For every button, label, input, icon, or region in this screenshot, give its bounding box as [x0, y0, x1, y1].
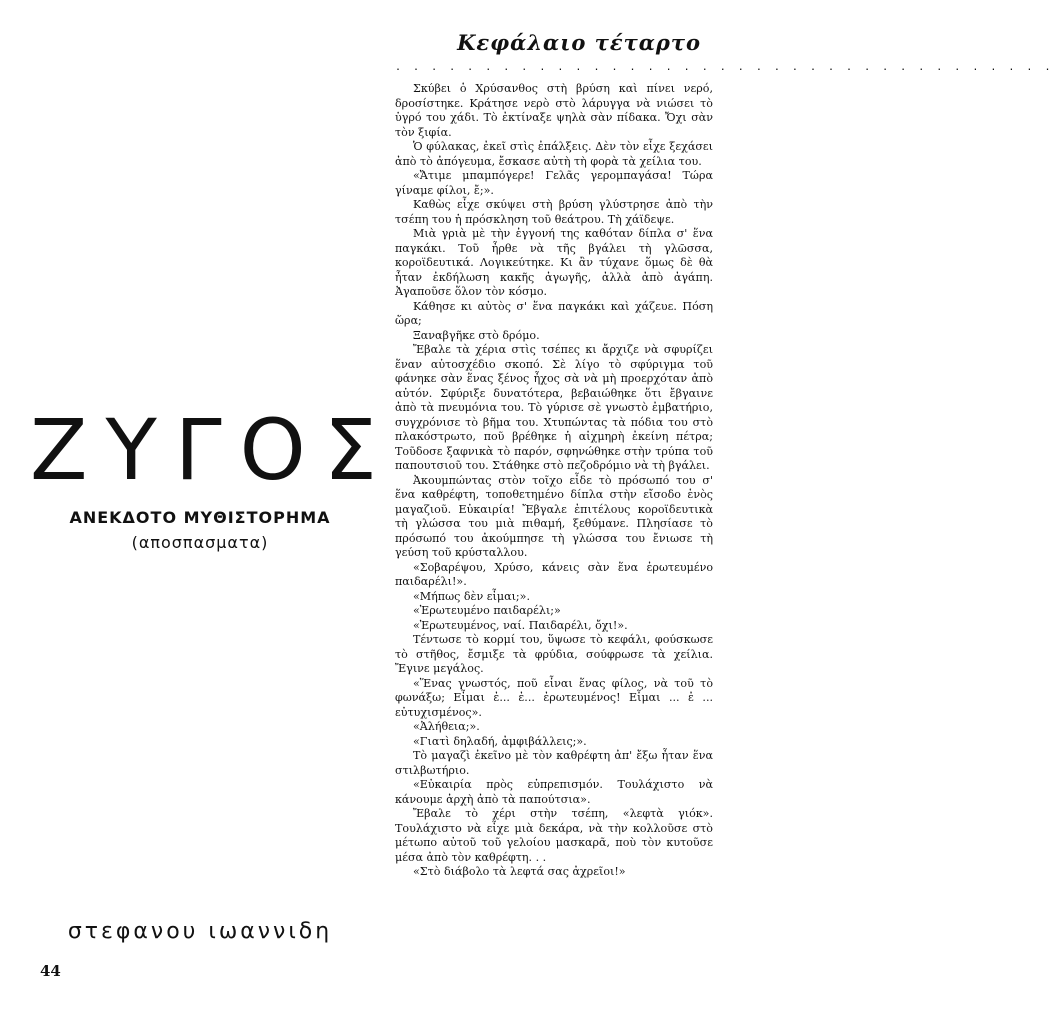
paragraph: Τέντωσε τὸ κορμί του, ὕψωσε τὸ κεφάλι, φούσκωσε τὸ στῆθος, ἔσμιξε τὰ φρύδια, σούφρωσε τὰ χείλια. Ἔγινε μεγάλος.	[395, 633, 713, 675]
paragraph: Ἔβαλε τὰ χέρια στὶς τσέπες κι ἄρχιζε νὰ σφυρίζει ἕναν αὐτοσχέδιο σκοπό. Σὲ λίγο τὸ σφύριγμα τοῦ φάνηκε σὰν ἕνας ξένος ἦχος σὰ νὰ μὴ προερχόταν ἀπὸ αὐτόν. Σφύριξε δυνατότερα, βεβαιώθηκε ὅτι ἔβγαινε ἀπὸ τὰ πνευμόνια του. Τὸ γύρισε σὲ γνωστὸ ἐμβατήριο, συγχρόνισε τὸ βῆμα του. Χτυπώντας τὰ πόδια του στὸ πλακόστρωτο, ποῦ βρέθηκε ἡ αἰχμηρὴ ἐκείνη πέτρα; Τοῦδοσε ξαφνικὰ τὸ παρόν, σφηνώθηκε στὴν τρύπα τοῦ παπουτσιοῦ του. Στάθηκε στὸ πεζοδρόμιο νὰ τὴ βγάλει.	[395, 343, 713, 472]
paragraph: «Ἐρωτευμένο παιδαρέλι;»	[413, 604, 561, 617]
page-number: 44	[40, 962, 61, 980]
work-title: ΖΥΓΟΣ	[30, 401, 395, 499]
chapter-heading: Κεφάλαιο τέταρτο	[457, 30, 701, 55]
work-subtitle-note: (αποσπασματα)	[131, 533, 269, 552]
paragraph: «Ἐρωτευμένος, ναί. Παιδαρέλι, ὄχι!».	[413, 618, 628, 632]
work-subtitle: ΑΝΕΚΔΟΤΟ ΜΥΘΙΣΤΟΡΗΜΑ	[69, 508, 331, 527]
paragraph: «Σοβαρέψου, Χρύσο, κάνεις σὰν ἕνα ἐρωτευμένο παιδαρέλι!».	[395, 560, 713, 588]
paragraph: Τὸ μαγαζὶ ἐκεῖνο μὲ τὸν καθρέφτη ἀπ' ἔξω ἦταν ἕνα στιλβωτήριο.	[395, 749, 713, 777]
paragraph: «Στὸ διάβολο τὰ λεφτά σας ἀχρεῖοι!»	[413, 865, 626, 878]
paragraph: Καθὼς εἶχε σκύψει στὴ βρύση γλύστρησε ἀπὸ τὴν τσέπη του ἡ πρόσκληση τοῦ θεάτρου. Τὴ χάϊδεψε.	[395, 198, 713, 226]
dotted-separator: . . . . . . . . . . . . . . . . . . . . . . . . . . . . . . . . . . . . .	[395, 62, 1054, 73]
paragraph: Ἔβαλε τὸ χέρι στὴν τσέπη, «λεφτὰ γιόκ». Τουλάχιστο νὰ εἶχε μιὰ δεκάρα, νὰ τὴν κολλοῦσε στὸ μέτωπο αὐτοῦ τοῦ γελοίου μασκαρᾶ, ποὺ τὸν κυτοῦσε μέσα ἀπὸ τὸν καθρέφτη. . .	[395, 807, 713, 864]
paragraph: «Ἀλήθεια;».	[413, 720, 480, 733]
paragraph: Ἀκουμπώντας στὸν τοῖχο εἶδε τὸ πρόσωπό του σ' ἕνα καθρέφτη, τοποθετημένο δίπλα στὴν εἴσοδο ἑνὸς μαγαζιοῦ. Εὐκαιρία! Ἔβγαλε ἐπιτέλους κοροϊδευτικὰ τὴ γλώσσα του μιὰ πιθαμή, ξεθύμανε. Πλησίασε τὸ πρόσωπό του ἀκούμπησε τὴ γλώσσα του ἔνιωσε τὴ γεύση τοῦ κρύσταλλου.	[395, 473, 713, 559]
left-column	[0, 0, 395, 1024]
paragraph: «Μήπως δὲν εἶμαι;».	[413, 589, 530, 603]
paragraph: «Γιατὶ δηλαδή, ἀμφιβάλλεις;».	[413, 734, 587, 748]
paragraph: Ὁ φύλακας, ἐκεῖ στὶς ἐπάλξεις. Δὲν τὸν εἶχε ξεχάσει ἀπὸ τὸ ἀπόγευμα, ἔσκασε αὐτὴ τὴ φορὰ τὰ χείλια του.	[395, 140, 713, 168]
paragraph: Κάθησε κι αὐτὸς σ' ἕνα παγκάκι καὶ χάζευε. Πόση ὥρα;	[395, 299, 713, 327]
paragraph: «Ἕνας γνωστός, ποῦ εἶναι ἕνας φίλος, νὰ τοῦ τὸ φωνάξω; Εἶμαι ἐ... ἐ... ἐρωτευμένος! Εἶμαι ... ἐ ... εὐτυχισμένος».	[395, 676, 713, 719]
paragraph: «Εὐκαιρία πρὸς εὐπρεπισμόν. Τουλάχιστο νὰ κάνουμε ἀρχὴ ἀπὸ τὰ παπούτσια».	[395, 778, 713, 806]
paragraph: «Ἄτιμε μπαμπόγερε! Γελᾶς γερομπαγάσα! Τώρα γίναμε φίλοι, ἔ;».	[395, 169, 713, 197]
right-column	[395, 30, 1054, 880]
paragraph: Ξαναβγῆκε στὸ δρόμο.	[413, 328, 540, 342]
body-text	[395, 82, 713, 880]
author-name: στεφανου ιωαννιδη	[67, 919, 333, 944]
paragraph: Σκύβει ὁ Χρύσανθος στὴ βρύση καὶ πίνει νερό, δροσίστηκε. Κράτησε νερὸ στὸ λάρυγγα νὰ νιώσει τὸ ὑγρό του χάδι. Τὸ ἐκτίναξε ψηλὰ σὰν πίδακα. Ὄχι σὰν τὸν ξιφία.	[395, 82, 713, 139]
paragraph: Μιὰ γριὰ μὲ τὴν ἐγγονή της καθόταν δίπλα σ' ἕνα παγκάκι. Τοῦ ἦρθε νὰ τῆς βγάλει τὴ γλῶσσα, κοροϊδευτικά. Λογικεύτηκε. Κι ἂν τύχανε ὅμως δὲ θὰ ἦταν ἐκδήλωση κακῆς ἀγωγῆς, ἀλλὰ ἀπὸ ἀγάπη. Ἀγαποῦσε ὅλον τὸν κόσμο.	[395, 227, 713, 298]
